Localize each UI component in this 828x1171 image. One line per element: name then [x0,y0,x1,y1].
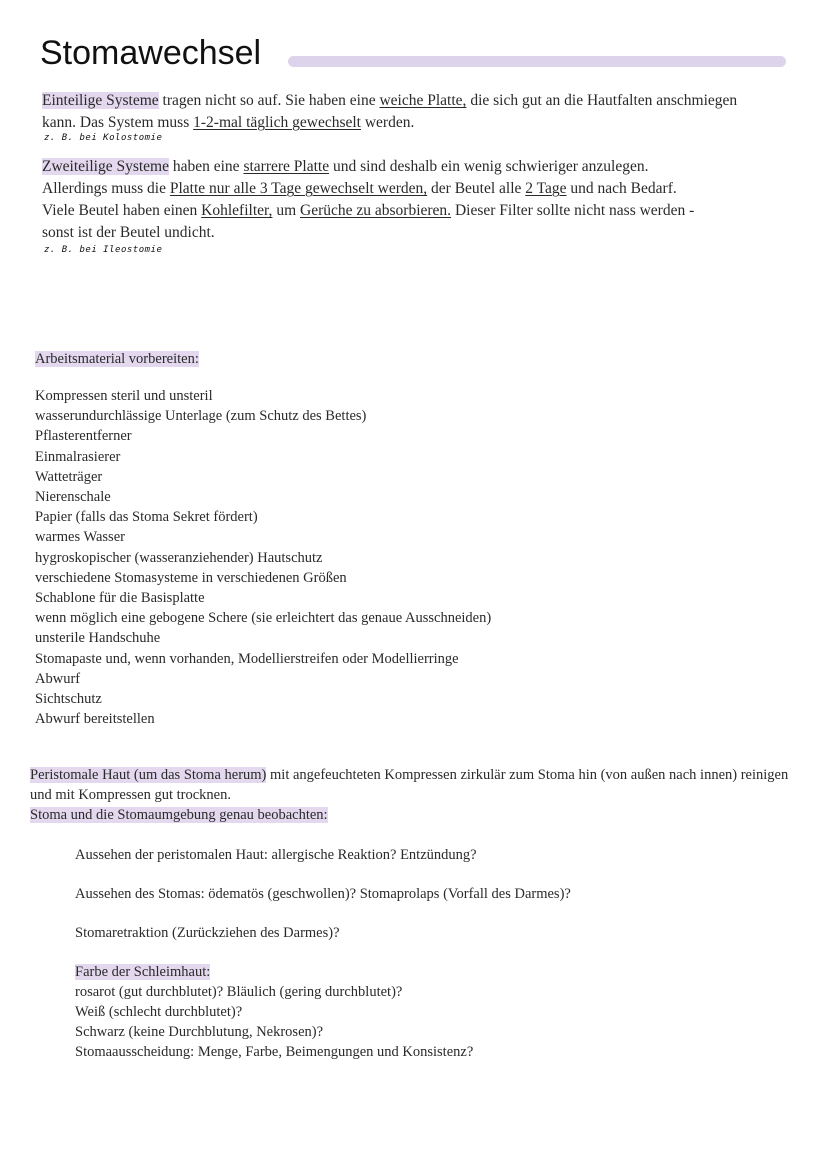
text: die sich gut an die Hautfalten anschmiegen kann. Das System muss [42,92,738,131]
materials-list [35,386,491,729]
list-item: Stomapaste und, wenn vorhanden, Modellierstreifen oder Modellierringe [35,650,459,667]
text: der Beutel alle [427,180,526,197]
materials-heading [35,349,199,369]
list-item: Schwarz (keine Durchblutung, Nekrosen)? [75,1024,324,1040]
observe-question-stoma: Aussehen des Stomas: ödematös (geschwollen)? Stomaprolaps (Vorfall des Darmes)? [75,886,571,902]
text: um [272,202,300,219]
highlight-zweiteilige-systeme: Zweiteilige Systeme [42,158,169,175]
observe-question-skin: Aussehen der peristomalen Haut: allergische Reaktion? Entzündung? [75,847,477,863]
title-highlight-bar [288,56,786,67]
paragraph-cleaning [30,765,790,805]
observe-heading [30,805,328,825]
highlight-einteilige-systeme: Einteilige Systeme [42,92,159,109]
list-item: Kompressen steril und unsteril [35,388,213,404]
list-item: Abwurf bereitstellen [35,711,155,728]
list-item: Sichtschutz [35,691,102,708]
highlight-color-heading: Farbe der Schleimhaut: [75,964,211,980]
list-item: Watteträger [35,468,103,485]
list-item: rosarot (gut durchblutet)? Bläulich (gering durchblutet)? [75,984,403,1000]
text: werden. [360,114,415,131]
underline-kohlefilter: Kohlefilter, [201,202,273,219]
underline-wechsel-frequenz: 1-2-mal täglich gewechselt [193,114,361,131]
observe-question-retraction: Stomaretraktion (Zurückziehen des Darmes)? [75,925,340,941]
list-item: Stomaausscheidung: Menge, Farbe, Beimengungen und Konsistenz? [75,1044,474,1060]
page-title: Stomawechsel [40,34,262,72]
list-item: Weiß (schlecht durchblutet)? [75,1004,243,1020]
paragraph-einteilige-systeme [42,90,762,134]
text: haben eine [168,158,244,175]
highlight-materials-heading: Arbeitsmaterial vorbereiten: [35,351,199,367]
handwritten-note-ileostomie: z. B. bei Ileostomie [44,245,163,255]
list-item: unsterile Handschuhe [35,630,161,647]
list-item: warmes Wasser [35,529,125,546]
text: tragen nicht so auf. Sie haben eine [158,92,380,109]
underline-2-tage: 2 Tage [525,180,567,197]
text: und sind deshalb ein wenig schwieriger anzulegen. Allerdings muss die [42,158,649,197]
underline-platte-wechsel: Platte nur alle 3 Tage gewechselt werden, [169,180,428,197]
highlight-observe-heading: Stoma und die Stomaumgebung genau beobachten: [30,807,328,823]
list-item: Papier (falls das Stoma Sekret fördert) [35,509,258,526]
text: mit angefeuchteten Kompressen zirkulär zum Stoma hin (von außen nach innen) reinigen und mit Kompressen gut trocknen. [30,767,789,803]
underline-weiche-platte: weiche Platte, [379,92,467,109]
text: Dieser Filter sollte nicht nass werden - sonst ist der Beutel undicht. [42,202,695,241]
handwritten-note-kolostomie: z. B. bei Kolostomie [44,133,163,143]
color-list [75,982,473,1062]
list-item: Nierenschale [35,489,111,506]
list-item: Pflasterentferner [35,428,132,445]
color-heading [75,962,210,982]
list-item: Abwurf [35,670,81,687]
text: und nach Bedarf. Viele Beutel haben einen [42,180,677,219]
underline-starrere-platte: starrere Platte [243,158,330,175]
list-item: wasserundurchlässige Unterlage (zum Schutz des Bettes) [35,408,367,425]
list-item: hygroskopischer (wasseranziehender) Hautschutz [35,549,323,566]
underline-gerueche: Gerüche zu absorbieren. [300,202,452,219]
paragraph-zweiteilige-systeme [42,156,710,244]
list-item: Schablone für die Basisplatte [35,590,205,607]
list-item: verschiedene Stomasysteme in verschiedenen Größen [35,569,347,586]
list-item: wenn möglich eine gebogene Schere (sie erleichtert das genaue Ausschneiden) [35,610,492,627]
list-item: Einmalrasierer [35,448,121,465]
highlight-peristomale-haut: Peristomale Haut (um das Stoma herum) [30,767,267,783]
